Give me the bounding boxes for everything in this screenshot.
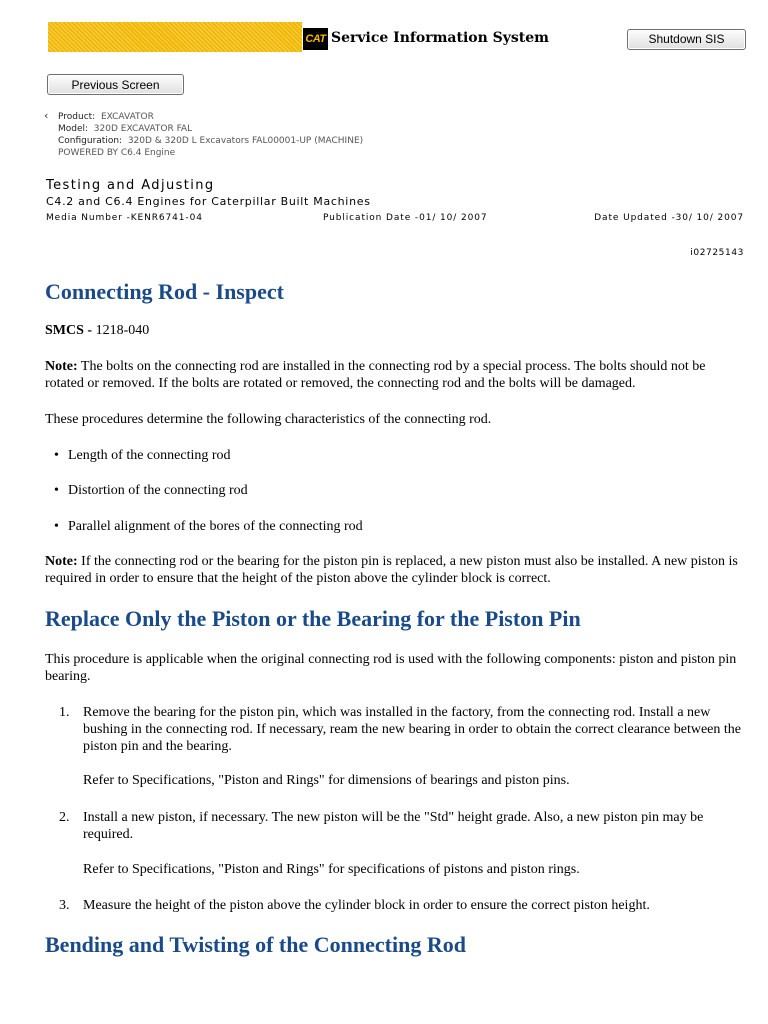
procedure-intro: This procedure is applicable when the original connecting rod is used with the following components: piston and piston pin bearing. bbox=[45, 652, 737, 684]
smcs-value: 1218-040 bbox=[92, 323, 150, 338]
configuration-value: 320D & 320D L Excavators FAL00001-UP (MACHINE) bbox=[127, 136, 364, 146]
back-chevron-icon[interactable]: ‹ bbox=[44, 109, 49, 122]
configuration-line bbox=[58, 135, 363, 147]
intro-paragraph: These procedures determine the following characteristics of the connecting rod. bbox=[45, 412, 492, 427]
list-item bbox=[54, 447, 231, 464]
document-title: Testing and Adjusting bbox=[46, 178, 215, 193]
model-label: Model: bbox=[58, 124, 89, 134]
step-reference: Refer to Specifications, "Piston and Rings" for dimensions of bearings and piston pins. bbox=[83, 773, 570, 788]
step-number: 1. bbox=[59, 705, 70, 720]
step-text: Install a new piston, if necessary. The new piston will be the "Std" height grade. Also, a new piston pin may be required. bbox=[83, 810, 704, 842]
configuration-label: Configuration: bbox=[58, 136, 123, 146]
date-updated: Date Updated -30/ 10/ 2007 bbox=[594, 213, 744, 223]
step-reference: Refer to Specifications, "Piston and Rings" for specifications of pistons and piston rings. bbox=[83, 862, 580, 877]
product-label: Product: bbox=[58, 112, 96, 122]
note-text: The bolts on the connecting rod are installed in the connecting rod by a special process. The bolts should not be rotated or removed. If the bolts are rotated or removed, the connecting rod and the bolts will be damaged. bbox=[45, 359, 706, 391]
bullet-icon: • bbox=[54, 448, 59, 463]
product-line bbox=[58, 111, 154, 123]
smcs-label: SMCS - bbox=[45, 323, 93, 338]
previous-screen-button[interactable]: Previous Screen bbox=[47, 74, 184, 95]
model-line bbox=[58, 123, 192, 135]
list-item bbox=[54, 482, 248, 499]
note-paragraph-2 bbox=[45, 553, 745, 587]
publication-date: Publication Date -01/ 10/ 2007 bbox=[323, 213, 488, 223]
list-item bbox=[54, 518, 363, 535]
step-text: Remove the bearing for the piston pin, which was installed in the factory, from the connecting rod. Install a new bushing in the connecting rod. If necessary, ream the new bearing in order to obtain the correct clearance between the piston pin and the bearing. bbox=[83, 705, 741, 754]
list-item-text: Length of the connecting rod bbox=[68, 448, 231, 463]
heading-connecting-rod-inspect: Connecting Rod - Inspect bbox=[45, 279, 284, 304]
list-item-text: Parallel alignment of the bores of the connecting rod bbox=[68, 519, 363, 534]
powered-by-line: POWERED BY C6.4 Engine bbox=[58, 148, 176, 158]
note-text: If the connecting rod or the bearing for the piston pin is replaced, a new piston must also be installed. A new piston is required in order to ensure that the height of the piston above the cylinder block is correct. bbox=[45, 554, 738, 586]
smcs-line bbox=[45, 322, 745, 339]
bullet-icon: • bbox=[54, 519, 59, 534]
heading-replace-piston: Replace Only the Piston or the Bearing for the Piston Pin bbox=[45, 606, 581, 631]
step-number: 2. bbox=[59, 810, 70, 825]
note-label: Note: bbox=[45, 359, 78, 374]
note-paragraph-1 bbox=[45, 358, 745, 392]
list-item-text: Distortion of the connecting rod bbox=[68, 483, 248, 498]
header-banner bbox=[48, 22, 302, 52]
app-title: Service Information System bbox=[331, 30, 549, 46]
shutdown-sis-button[interactable]: Shutdown SIS bbox=[627, 29, 746, 50]
document-subtitle: C4.2 and C6.4 Engines for Caterpillar Built Machines bbox=[46, 195, 371, 208]
model-value: 320D EXCAVATOR FAL bbox=[93, 124, 193, 134]
step-text: Measure the height of the piston above the cylinder block in order to ensure the correct piston height. bbox=[83, 898, 650, 913]
step-number: 3. bbox=[59, 898, 70, 913]
bullet-icon: • bbox=[54, 483, 59, 498]
product-value: EXCAVATOR bbox=[100, 112, 154, 122]
media-number: Media Number -KENR6741-04 bbox=[46, 213, 203, 223]
heading-bending-twisting: Bending and Twisting of the Connecting Rod bbox=[45, 932, 466, 957]
document-id: i02725143 bbox=[690, 248, 744, 258]
note-label: Note: bbox=[45, 554, 78, 569]
cat-logo: CAT bbox=[303, 28, 328, 50]
